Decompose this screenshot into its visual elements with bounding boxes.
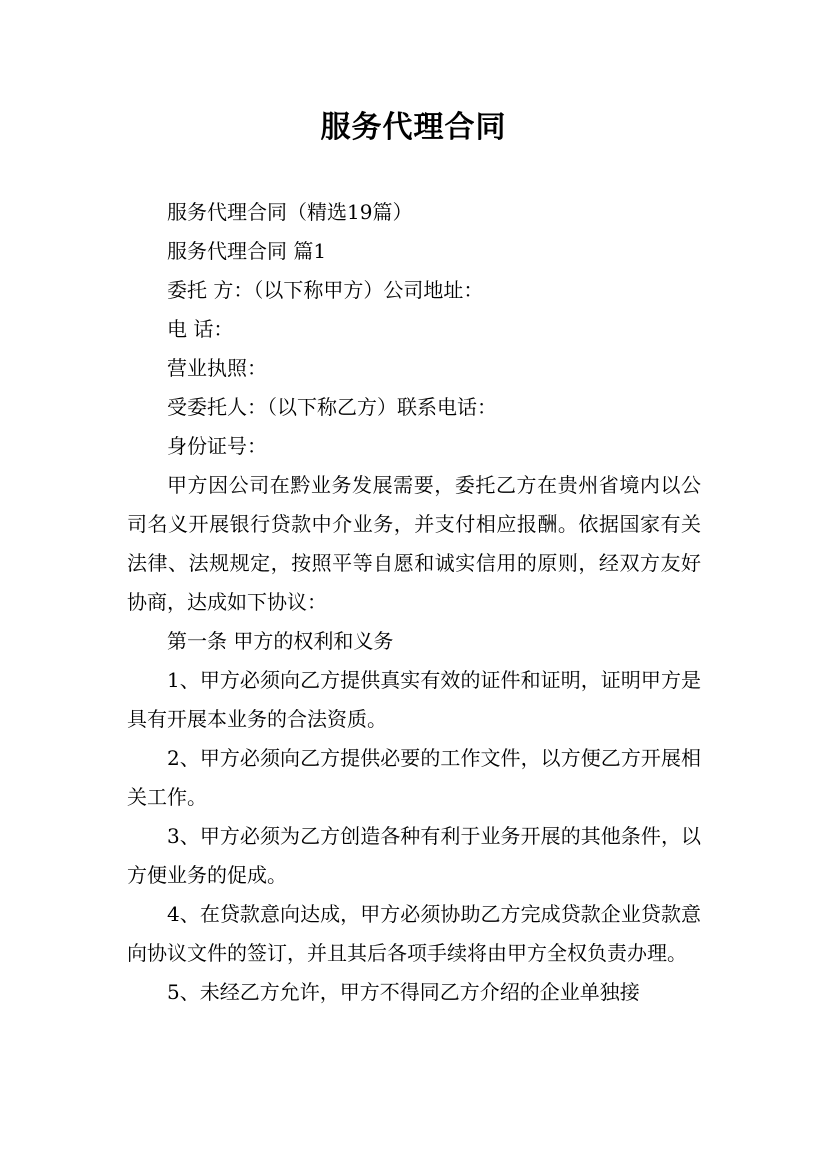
paragraph: 受委托人：（以下称乙方）联系电话： <box>167 395 497 419</box>
document-body <box>127 193 701 1012</box>
paragraph: 身份证号： <box>167 434 267 458</box>
paragraph: 甲方因公司在黔业务发展需要，委托乙方在贵州省境内以公司名义开展银行贷款中介业务，并支付相应报酬。依据国家有关法律、法规规定，按照平等自愿和诚实信用的原则，经双方友好协商，达成如下协议： <box>127 473 701 614</box>
paragraph: 3、甲方必须为乙方创造各种有利于业务开展的其他条件，以方便业务的促成。 <box>127 824 701 887</box>
paragraph: 委托 方：（以下称甲方）公司地址： <box>167 278 484 302</box>
paragraph: 服务代理合同（精选19篇） <box>167 200 413 224</box>
document-title: 服务代理合同 <box>320 110 507 145</box>
paragraph: 电 话： <box>167 317 234 341</box>
paragraph: 1、甲方必须向乙方提供真实有效的证件和证明，证明甲方是具有开展本业务的合法资质。 <box>127 668 701 731</box>
paragraph: 服务代理合同 篇1 <box>167 239 327 263</box>
paragraph: 2、甲方必须向乙方提供必要的工作文件，以方便乙方开展相关工作。 <box>127 746 701 809</box>
section-heading: 第一条 甲方的权利和义务 <box>167 629 394 653</box>
paragraph: 4、在贷款意向达成，甲方必须协助乙方完成贷款企业贷款意向协议文件的签订，并且其后各项手续将由甲方全权负责办理。 <box>127 902 701 965</box>
paragraph: 营业执照： <box>167 356 267 380</box>
paragraph: 5、未经乙方允许，甲方不得同乙方介绍的企业单独接 <box>167 980 640 1004</box>
